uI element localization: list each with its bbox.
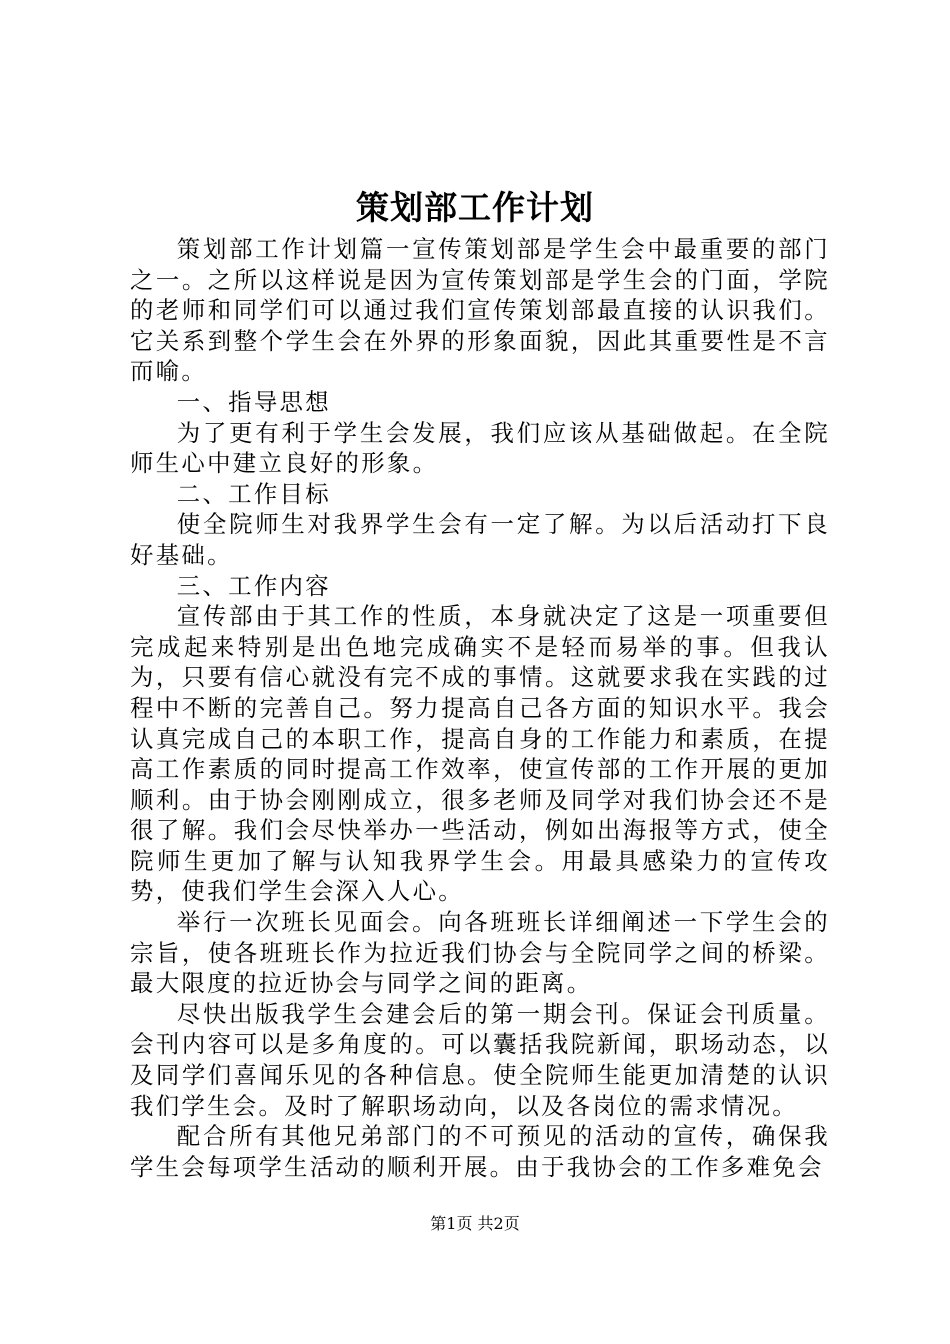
cooperation-paragraph: 配合所有其他兄弟部门的不可预见的活动的宣传，确保我学生会每项学生活动的顺利开展。由于我协会的工作多难免会 [130, 1122, 830, 1181]
section-heading-work-goal: 二、工作目标 [176, 479, 331, 508]
journal-publication-paragraph: 尽快出版我学生会建会后的第一期会刊。保证会刊质量。会刊内容可以是多角度的。可以囊括我院新闻，职场动态，以及同学们喜闻乐见的各种信息。使全院师生能更加清楚的认识我们学生会。及时了解职场动向，以及各岗位的需求情况。 [130, 999, 830, 1120]
work-content-paragraph: 宣传部由于其工作的性质，本身就决定了这是一项重要但完成起来特别是出色地完成确实不是轻而易举的事。但我认为，只要有信心就没有完不成的事情。这就要求我在实践的过程中不断的完善自己。努力提高自己各方面的知识水平。我会认真完成自己的本职工作，提高自身的工作能力和素质，在提高工作素质的同时提高工作效率，使宣传部的工作开展的更加顺利。由于协会刚刚成立，很多老师及同学对我们协会还不是很了解。我们会尽快举办一些活动，例如出海报等方式，使全院师生更加了解与认知我界学生会。用最具感染力的宣传攻势，使我们学生会深入人心。 [130, 602, 830, 906]
guiding-thought-paragraph: 为了更有利于学生会发展，我们应该从基础做起。在全院师生心中建立良好的形象。 [130, 418, 830, 478]
document-body [130, 234, 830, 1182]
document-title: 策划部工作计划 [356, 188, 594, 227]
class-leader-meeting-paragraph: 举行一次班长见面会。向各班班长详细阐述一下学生会的宗旨，使各班班长作为拉近我们协会与全院同学之间的桥梁。最大限度的拉近协会与同学之间的距离。 [130, 908, 830, 998]
section-heading-guiding-thought: 一、指导思想 [176, 387, 331, 416]
work-goal-paragraph: 使全院师生对我界学生会有一定了解。为以后活动打下良好基础。 [130, 510, 830, 569]
section-heading-work-content: 三、工作内容 [176, 571, 331, 600]
page-number-footer: 第1页 共2页 [430, 1214, 520, 1233]
intro-paragraph: 策划部工作计划篇一宣传策划部是学生会中最重要的部门之一。之所以这样说是因为宣传策划部是学生会的门面，学院的老师和同学们可以通过我们宣传策划部最直接的认识我们。它关系到整个学生会在外界的形象面貌，因此其重要性是不言而喻。 [130, 235, 830, 386]
